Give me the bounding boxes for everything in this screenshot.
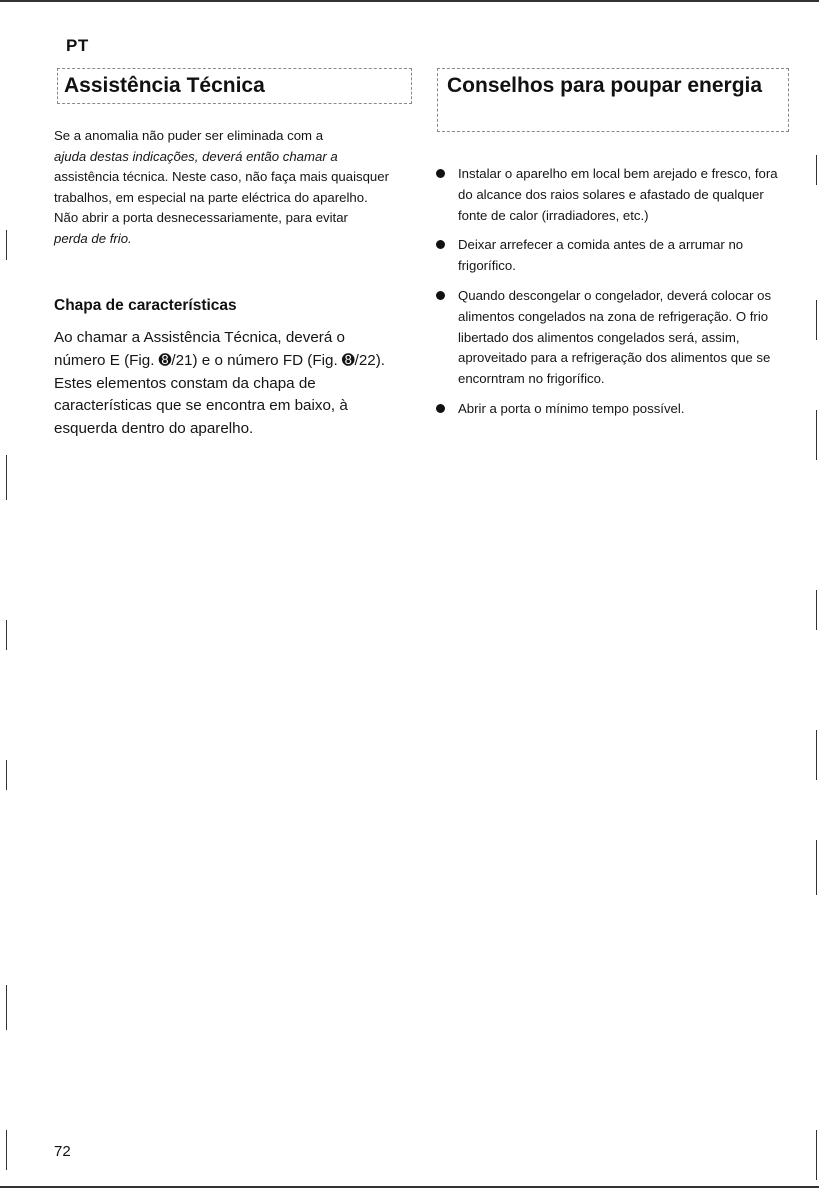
scan-mark-left-2 — [6, 455, 7, 500]
tip-text: Quando descongelar o congelador, deverá colocar os alimentos congelados na zona de refrigeração. O frio libertado dos alimentos congelados será, assim, aproveitado para a refrigeração dos alimentos que se encorntram no frigorífico. — [458, 287, 772, 387]
scan-mark-right-5 — [816, 730, 817, 780]
assistencia-line-3: assistência técnica. Neste caso, não faça mais quaisquer trabalhos, em especial na parte eléctrica do aparelho. — [54, 169, 389, 205]
scan-mark-right-6 — [816, 840, 817, 895]
tip-text: Instalar o aparelho em local bem arejado e fresco, fora do alcance dos raios solares e afastado de qualquer fonte de calor (irradiadores, etc.) — [458, 166, 778, 223]
subsection-title-chapa: Chapa de características — [54, 297, 237, 314]
section-title-conselhos: Conselhos para poupar energia — [447, 74, 763, 97]
assistencia-line-1: Se a anomalia não puder ser eliminada com a — [54, 128, 324, 143]
scan-mark-right-1 — [816, 155, 817, 185]
scan-edge-top — [0, 0, 819, 2]
chapa-paragraph: Ao chamar a Assistência Técnica, deverá o número E (Fig. ➑/21) e o número FD (Fig. ➑/22). Estes elementos constam da chapa de características que se encontra em baixo, à esquerda dentro do aparelho. — [54, 329, 385, 438]
scan-mark-right-4 — [816, 590, 817, 630]
energy-tips-list — [436, 164, 784, 429]
tip-text: Abrir a porta o mínimo tempo possível. — [458, 400, 685, 416]
bullet-icon — [436, 404, 445, 413]
scan-mark-left-3 — [6, 620, 7, 650]
list-item — [436, 164, 784, 226]
list-item — [436, 399, 784, 420]
assistencia-body — [54, 126, 404, 250]
scan-edge-bottom — [0, 1186, 819, 1188]
bullet-icon — [436, 169, 445, 178]
assistencia-line-2: ajuda destas indicações, deverá então chamar a — [54, 148, 338, 164]
list-item — [436, 286, 784, 390]
scan-mark-right-7 — [816, 1130, 817, 1180]
list-item — [436, 235, 784, 277]
scan-mark-right-3 — [816, 410, 817, 460]
scan-mark-left-6 — [6, 1130, 7, 1170]
scan-mark-left-4 — [6, 760, 7, 790]
scan-mark-right-2 — [816, 300, 817, 340]
scan-mark-left-1 — [6, 230, 7, 260]
tip-text: Deixar arrefecer a comida antes de a arrumar no frigorífico. — [458, 237, 744, 274]
bullet-icon — [436, 291, 445, 300]
scan-mark-left-5 — [6, 985, 7, 1030]
assistencia-door-line: Não abrir a porta desnecessariamente, para evitar — [54, 210, 348, 226]
language-code: PT — [66, 36, 89, 55]
section-title-assistencia: Assistência Técnica — [64, 74, 265, 97]
bullet-icon — [436, 240, 445, 249]
assistencia-paragraph-2 — [54, 208, 404, 249]
assistencia-door-line-2: perda de frio. — [54, 230, 132, 246]
assistencia-paragraph-1 — [54, 126, 404, 208]
page-number: 72 — [54, 1143, 71, 1160]
